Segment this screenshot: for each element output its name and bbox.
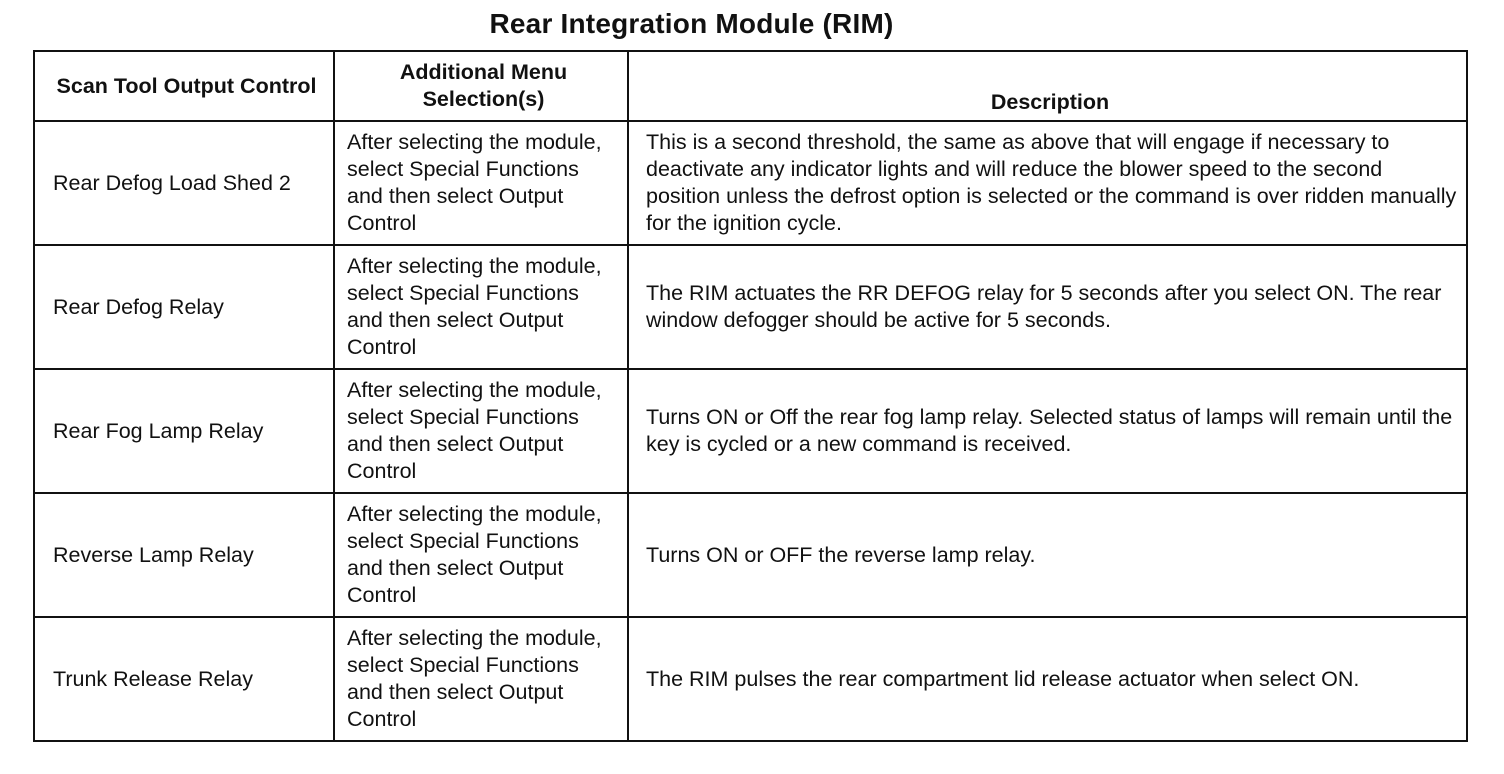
table-row — [34, 617, 1467, 741]
row-output-control: Rear Defog Relay — [34, 245, 334, 369]
row-menu-selection: After selecting the module, select Special Functions and then select Output Control — [334, 245, 628, 369]
output-control-table — [33, 50, 1468, 742]
row-output-control: Trunk Release Relay — [34, 617, 334, 741]
table-header-row — [34, 51, 1467, 121]
row-output-control: Reverse Lamp Relay — [34, 493, 334, 617]
row-output-control: Rear Fog Lamp Relay — [34, 369, 334, 493]
table-row — [34, 369, 1467, 493]
row-description: Turns ON or OFF the reverse lamp relay. — [628, 493, 1467, 617]
row-menu-selection: After selecting the module, select Special Functions and then select Output Control — [334, 369, 628, 493]
table-row — [34, 245, 1467, 369]
row-menu-selection: After selecting the module, select Special Functions and then select Output Control — [334, 493, 628, 617]
page-title: Rear Integration Module (RIM) — [489, 8, 894, 39]
row-description: Turns ON or Off the rear fog lamp relay. Selected status of lamps will remain until the key is cycled or a new command is received. — [628, 369, 1467, 493]
row-description: The RIM pulses the rear compartment lid release actuator when select ON. — [628, 617, 1467, 741]
row-menu-selection: After selecting the module, select Special Functions and then select Output Control — [334, 121, 628, 245]
header-scan-tool-output-control: Scan Tool Output Control — [34, 51, 334, 121]
row-output-control: Rear Defog Load Shed 2 — [34, 121, 334, 245]
header-additional-menu-selections: Additional Menu Selection(s) — [334, 51, 628, 121]
row-menu-selection: After selecting the module, select Special Functions and then select Output Control — [334, 617, 628, 741]
row-description: This is a second threshold, the same as above that will engage if necessary to deactivate any indicator lights and will reduce the blower speed to the second position unless the defrost option is selected or the command is over ridden manually for the ignition cycle. — [628, 121, 1467, 245]
table-row — [34, 493, 1467, 617]
row-description: The RIM actuates the RR DEFOG relay for 5 seconds after you select ON. The rear window defogger should be active for 5 seconds. — [628, 245, 1467, 369]
table-row — [34, 121, 1467, 245]
header-description: Description — [628, 51, 1467, 121]
